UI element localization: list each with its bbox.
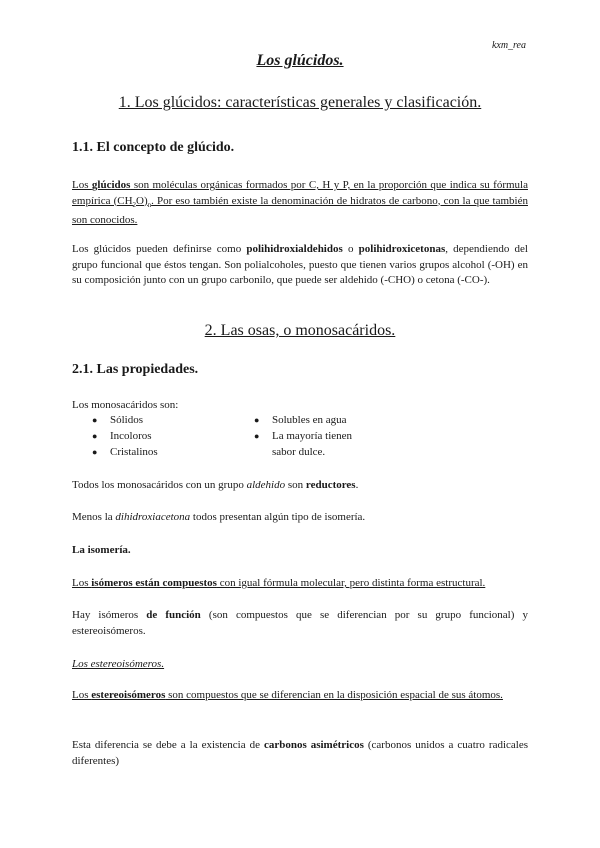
estereoisomeros-heading: Los estereoisómeros.	[72, 658, 165, 670]
paragraph-dihidroxiacetona: Menos la dihidroxiacetona todos presentan algún tipo de isomería.	[72, 511, 366, 523]
paragraph-tipos-isomeros: Hay isómeros de función (son compuestos que se diferencian por su grupo funcional) y estereoisómeros.	[72, 609, 528, 637]
properties-list-left	[88, 412, 228, 460]
paragraph-isomeros: Los isómeros están compuestos con igual fórmula molecular, pero distinta forma estructural.	[72, 577, 486, 589]
properties-list-right	[250, 412, 372, 460]
paragraph-estereoisomeros: Los estereoisómeros son compuestos que se diferencian en la disposición espacial de sus átomos.	[72, 689, 503, 701]
section-1-heading: 1. Los glúcidos: características generales y clasificación.	[118, 94, 482, 111]
isomeria-heading: La isomería.	[72, 544, 131, 556]
list-item: ● Incoloros	[88, 428, 228, 444]
section-2-heading: 2. Las osas, o monosacáridos.	[204, 322, 396, 339]
subsection-2-1-heading: 2.1. Las propiedades.	[72, 362, 199, 377]
document-title: Los glúcidos.	[256, 52, 344, 69]
subsection-1-1-heading: 1.1. El concepto de glúcido.	[72, 140, 235, 155]
list-intro: Los monosacáridos son:	[72, 399, 179, 411]
paragraph-carbonos-asimetricos: Esta diferencia se debe a la existencia de carbonos asimétricos (carbonos unidos a cuatro radicales diferentes)	[72, 739, 528, 767]
list-item: ● Cristalinos	[88, 444, 228, 460]
author-tag: kxm_rea	[491, 40, 526, 51]
paragraph-concepto: Los glúcidos son moléculas orgánicas formados por C, H y P, en la proporción que indica su fórmula empírica $(CH_2O)_n$. Por eso también existe la denominación de hidratos de carbono, con la que también son conocidos.	[72, 179, 528, 227]
paragraph-reductores: Todos los monosacáridos con un grupo aldehido son reductores.	[72, 479, 359, 491]
list-item: ● Sólidos	[88, 412, 228, 428]
list-item: ● La mayoría tienen sabor dulce.	[250, 428, 372, 460]
list-item: ● Solubles en agua	[250, 412, 372, 428]
paragraph-definicion: Los glúcidos pueden definirse como polihidroxialdehidos o polihidroxicetonas, dependiendo del grupo funcional que éstos tengan. Son polialcoholes, puesto que tienen varios grupos alcohol (-OH) en su composición junto con un grupo carbonilo, que puede ser aldehido (-CHO) o cetona (-CO-).	[72, 243, 528, 286]
